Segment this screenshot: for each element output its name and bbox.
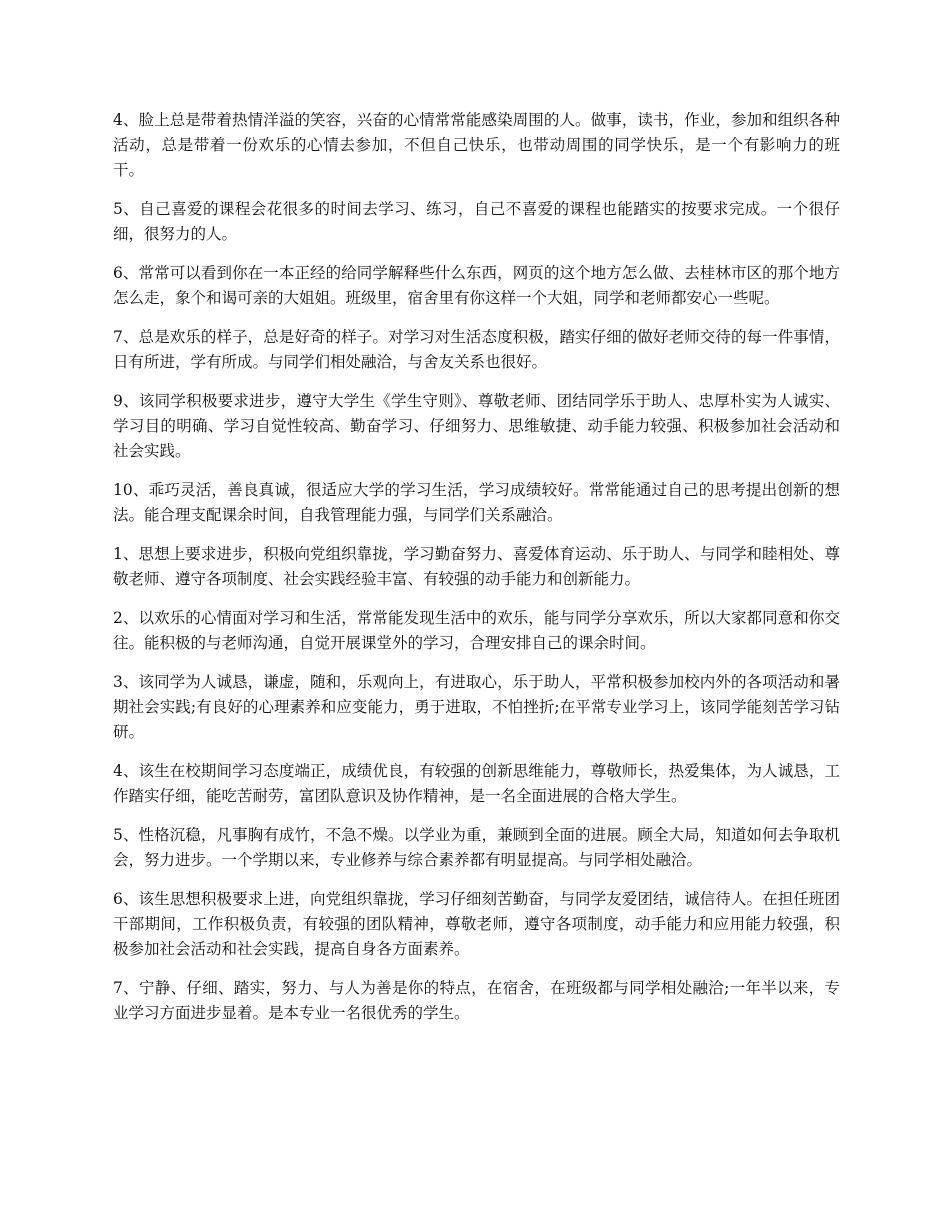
paragraph: 6、常常可以看到你在一本正经的给同学解释些什么东西，网页的这个地方怎么做、去桂林市区的那个地方怎么走，象个和谒可亲的大姐姐。班级里，宿舍里有你这样一个大姐，同学和老师都安心一些呢。 [113, 264, 840, 307]
paragraph: 7、总是欢乐的样子，总是好奇的样子。对学习对生活态度积极，踏实仔细的做好老师交待的每一件事情，日有所进，学有所成。与同学们相处融洽，与舍友关系也很好。 [113, 328, 840, 371]
paragraph: 3、该同学为人诚恳，谦虚，随和，乐观向上，有进取心，乐于助人，平常积极参加校内外的各项活动和暑期社会实践;有良好的心理素养和应变能力，勇于进取，不怕挫折;在平常专业学习上，该同学能刻苦学习钻研。 [113, 673, 840, 741]
document-body [113, 108, 840, 1040]
paragraph: 1、思想上要求进步，积极向党组织靠拢，学习勤奋努力、喜爱体育运动、乐于助人、与同学和睦相处、尊敬老师、遵守各项制度、社会实践经验丰富、有较强的动手能力和创新能力。 [113, 545, 840, 588]
paragraph: 9、该同学积极要求进步，遵守大学生《学生守则》、尊敬老师、团结同学乐于助人、忠厚朴实为人诚实、学习目的明确、学习自觉性较高、勤奋学习、仔细努力、思维敏捷、动手能力较强、积极参加社会活动和社会实践。 [113, 392, 840, 460]
paragraph: 5、自己喜爱的课程会花很多的时间去学习、练习，自己不喜爱的课程也能踏实的按要求完成。一个很仔细，很努力的人。 [113, 200, 840, 243]
paragraph: 6、该生思想积极要求上进，向党组织靠拢，学习仔细刻苦勤奋，与同学友爱团结，诚信待人。在担任班团干部期间，工作积极负责，有较强的团队精神，尊敬老师，遵守各项制度，动手能力和应用能力较强，积极参加社会活动和社会实践，提高自身各方面素养。 [113, 890, 840, 958]
paragraph: 10、乖巧灵活，善良真诚，很适应大学的学习生活，学习成绩较好。常常能通过自己的思考提出创新的想法。能合理支配课余时间，自我管理能力强，与同学们关系融洽。 [113, 481, 840, 524]
paragraph: 2、以欢乐的心情面对学习和生活，常常能发现生活中的欢乐，能与同学分享欢乐，所以大家都同意和你交往。能积极的与老师沟通，自觉开展课堂外的学习，合理安排自己的课余时间。 [113, 609, 840, 652]
paragraph: 5、性格沉稳，凡事胸有成竹，不急不燥。以学业为重，兼顾到全面的进展。顾全大局，知道如何去争取机会，努力进步。一个学期以来，专业修养与综合素养都有明显提高。与同学相处融洽。 [113, 826, 840, 869]
paragraph: 4、脸上总是带着热情洋溢的笑容，兴奋的心情常常能感染周围的人。做事，读书，作业，参加和组织各种活动，总是带着一份欢乐的心情去参加，不但自己快乐，也带动周围的同学快乐，是一个有影响力的班干。 [113, 111, 840, 179]
paragraph: 7、宁静、仔细、踏实，努力、与人为善是你的特点，在宿舍，在班级都与同学相处融洽;一年半以来，专业学习方面进步显着。是本专业一名很优秀的学生。 [113, 979, 840, 1022]
paragraph: 4、该生在校期间学习态度端正，成绩优良，有较强的创新思维能力，尊敬师长，热爱集体，为人诚恳，工作踏实仔细，能吃苦耐劳，富团队意识及协作精神，是一名全面进展的合格大学生。 [113, 762, 840, 805]
